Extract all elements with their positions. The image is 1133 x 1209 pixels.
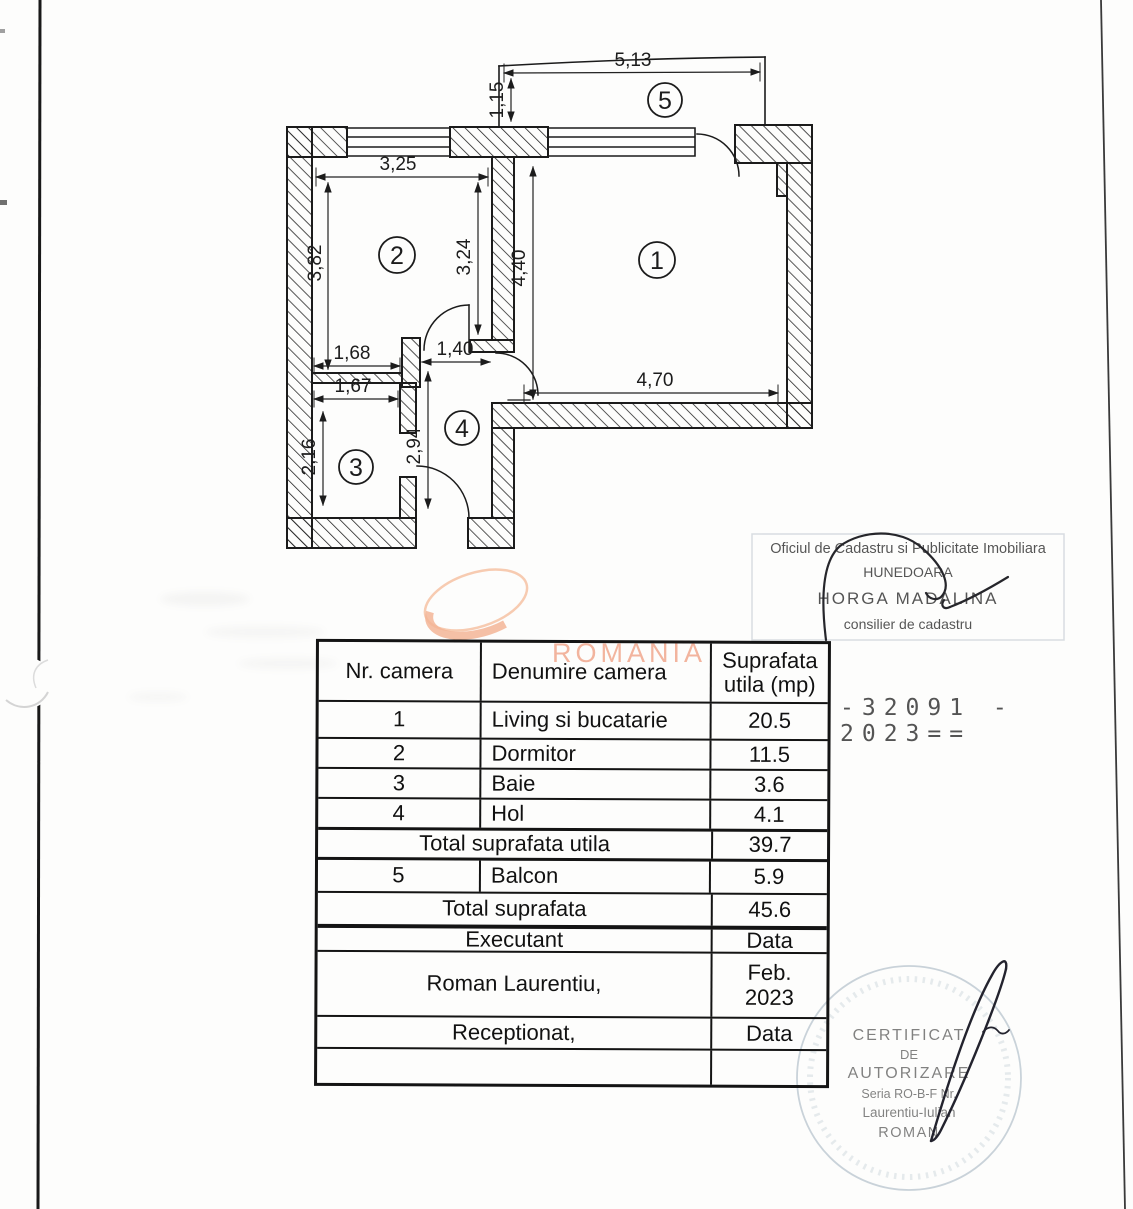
- cell-nr: 3: [318, 769, 481, 798]
- door-balcony: [697, 134, 739, 176]
- empty-row: [317, 1047, 826, 1085]
- cell-area: 3.6: [753, 771, 785, 797]
- wall-top-mid: [450, 127, 548, 157]
- author-date-year: 2023: [744, 984, 794, 1010]
- walls-hatched: [287, 125, 812, 548]
- cadastre-office-stamp: [752, 534, 1064, 640]
- header-nr-camera: Nr. camera: [319, 642, 482, 701]
- wall-pier: [402, 338, 420, 387]
- executant-row: [318, 924, 827, 952]
- executant-data-label: Data: [746, 927, 793, 953]
- wall-top-left: [287, 127, 347, 157]
- cell-name: Baie: [481, 770, 711, 799]
- cell-name: Balcon: [481, 861, 711, 893]
- room-label-baie: 3: [349, 454, 363, 482]
- certificate-line5: Laurentiu-Iulian: [862, 1105, 956, 1120]
- dim-balcon-depth: 1,15: [487, 81, 508, 119]
- window-room1: [548, 128, 695, 156]
- registration-number-stamp: -32091 - 2023==: [840, 695, 1015, 747]
- dimension-extension-ticks: [314, 63, 778, 407]
- balcon-row: [318, 857, 827, 893]
- dim-hol-right: 1,40: [436, 339, 474, 360]
- total-row: [318, 891, 827, 926]
- dim-dormitor-height-right: 3,24: [454, 238, 475, 276]
- wall-bottom: [287, 518, 416, 548]
- edge-speck: [0, 200, 7, 205]
- certificate-line3: AUTORIZARE: [847, 1065, 971, 1082]
- wall-left: [287, 127, 312, 548]
- executant-label: Executant: [318, 928, 713, 952]
- wall-right-notch: [777, 163, 787, 196]
- room-label-hol: 4: [455, 415, 469, 443]
- dim-balcon-width: 5,13: [614, 50, 652, 71]
- author-name: Roman Laurentiu,: [317, 952, 712, 1017]
- room-label-living: 1: [650, 247, 664, 275]
- receptionat-row: [317, 1015, 826, 1049]
- dim-hol-height: 2,94: [404, 427, 425, 465]
- author-date: [712, 954, 826, 1017]
- total-utila-value: 39.7: [748, 832, 792, 858]
- dim-line-balcon-width: [504, 72, 760, 73]
- certificate-line6: ROMAN: [878, 1125, 940, 1141]
- room-label-dormitor: 2: [390, 242, 404, 270]
- cell-area: 20.5: [748, 708, 792, 734]
- office-stamp-line3: HORGA MADALINA: [817, 589, 999, 608]
- empty-cell: [712, 1051, 826, 1085]
- cell-nr: 4: [318, 799, 481, 828]
- door-arcs: [417, 134, 739, 518]
- dim-baie-height: 2,16: [299, 438, 320, 476]
- total-utila-row: [318, 827, 827, 859]
- table-row: [318, 737, 827, 769]
- empty-cell: [317, 1049, 712, 1085]
- wall-top-right: [735, 125, 812, 163]
- table-row: [319, 700, 828, 739]
- wall-room3-right-lower: [400, 477, 416, 518]
- room-label-balcon: 5: [658, 87, 672, 115]
- cell-name: Hol: [481, 800, 711, 829]
- certificate-line1: CERTIFICAT: [852, 1027, 966, 1044]
- wall-room3-right: [400, 383, 416, 433]
- wall-right: [787, 163, 812, 428]
- dim-living-width: 4,70: [636, 370, 674, 391]
- paper-fold-notch: [3, 658, 53, 708]
- total-label: Total suprafata: [318, 893, 713, 926]
- office-stamp-line4: consilier de cadastru: [843, 616, 973, 632]
- romania-watermark-swoosh: [417, 558, 534, 642]
- author-row: [317, 950, 826, 1017]
- header-denumire-camera: Denumire camera: [482, 643, 712, 702]
- table-row: [318, 797, 827, 829]
- cell-nr: 2: [318, 739, 481, 768]
- certificate-line2: DE: [899, 1047, 919, 1062]
- total-value: 45.6: [748, 897, 792, 923]
- cell-area: 11.5: [748, 741, 791, 767]
- office-stamp-line2: HUNEDOARA: [863, 564, 953, 580]
- wall-door-lintel: [470, 340, 514, 352]
- cell-nr: 5: [318, 860, 481, 892]
- door-entrance: [417, 466, 469, 518]
- table-row: [318, 767, 827, 799]
- dim-hol-left: 1,68: [333, 343, 371, 364]
- wall-room1-bottom: [492, 403, 812, 428]
- wall-hall-right: [492, 428, 514, 518]
- cell-name: Living si bucatarie: [482, 703, 712, 739]
- dim-dormitor-width: 3,25: [379, 154, 417, 175]
- certificate-round-stamp: [797, 966, 1021, 1190]
- wall-hall-bottom-block: [468, 518, 514, 548]
- total-utila-label: Total suprafata utila: [318, 830, 713, 859]
- wall-middle: [492, 157, 514, 340]
- receptionat-data-label: Data: [745, 1020, 793, 1046]
- floor-plan: [287, 50, 812, 548]
- areas-table: [314, 639, 831, 1088]
- window-room2: [347, 128, 450, 156]
- dim-living-height: 4,40: [509, 249, 530, 287]
- door-room1: [496, 353, 538, 395]
- dim-dormitor-height: 3,82: [305, 244, 326, 282]
- office-stamp-line1: Oficiul de Cadastru si Publicitate Imobiliara: [770, 541, 1046, 557]
- romania-watermark-text: ROMANIA: [552, 638, 707, 668]
- header-suprafata-utila: Suprafata utila (mp): [722, 647, 818, 698]
- cell-area: 5.9: [753, 864, 785, 890]
- author-date-month: Feb.: [747, 960, 792, 986]
- edge-speck: [0, 29, 5, 33]
- dim-baie-width: 1,67: [334, 376, 372, 397]
- receptionat-label: Receptionat,: [317, 1017, 712, 1049]
- cell-area: 4.1: [753, 801, 785, 827]
- certificate-line4: Seria RO-B-F Nr.: [861, 1087, 957, 1101]
- cell-name: Dormitor: [481, 740, 711, 769]
- cell-nr: 1: [319, 702, 482, 738]
